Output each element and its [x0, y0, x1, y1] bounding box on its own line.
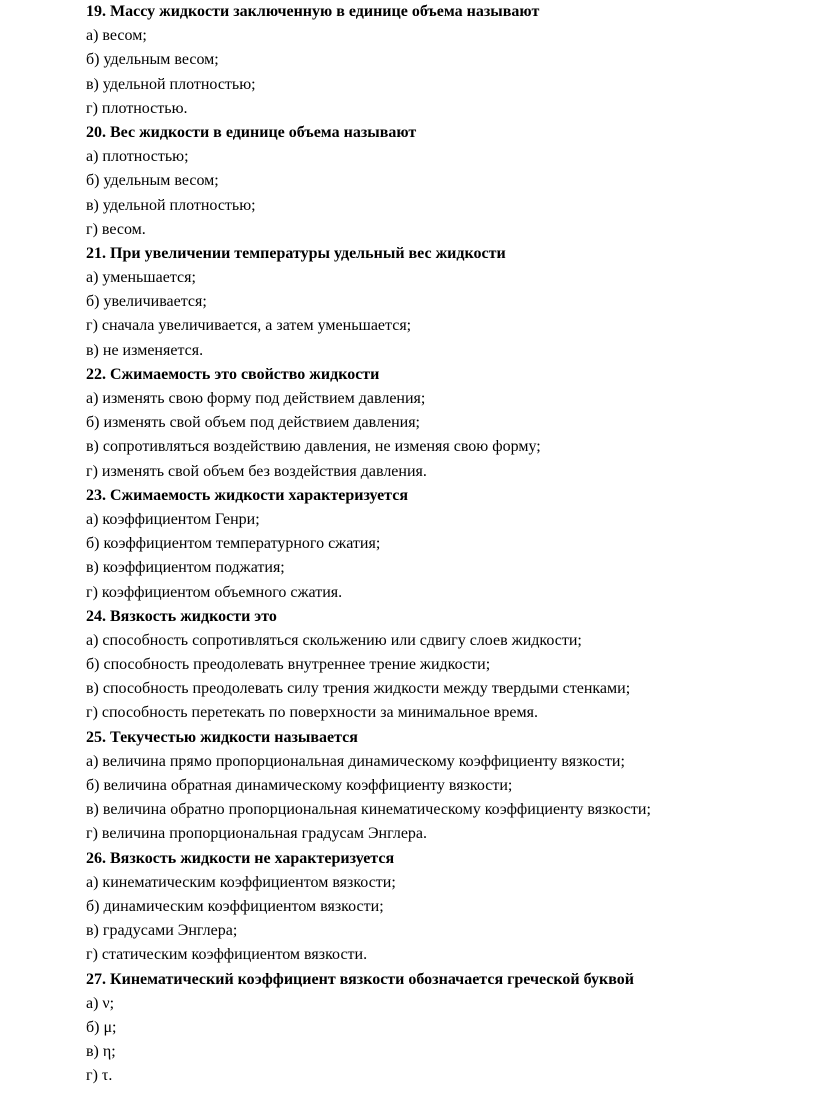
answer-option: г) плотностью. — [86, 99, 188, 117]
answer-option: г) способность перетекать по поверхности за минимальное время. — [86, 704, 538, 722]
answer-option: б) способность преодолевать внутреннее трение жидкости; — [86, 656, 491, 674]
answer-option: в) величина обратно пропорциональная кинематическому коэффициенту вязкости; — [86, 801, 651, 819]
answer-option: а) величина прямо пропорциональная динамическому коэффициенту вязкости; — [86, 752, 625, 770]
answer-option: б) изменять свой объем под действием давления; — [86, 414, 420, 432]
answer-option: в) градусами Энглера; — [86, 922, 238, 940]
answer-option: а) коэффициентом Генри; — [86, 510, 260, 528]
answer-option: в) коэффициентом поджатия; — [86, 559, 285, 577]
answer-option: б) коэффициентом температурного сжатия; — [86, 535, 381, 553]
answer-option: в) сопротивляться воздействию давления, не изменяя свою форму; — [86, 438, 541, 456]
question-title: 25. Текучестью жидкости называется — [86, 728, 358, 746]
question-title: 26. Вязкость жидкости не характеризуется — [86, 849, 395, 867]
answer-option: в) η; — [86, 1043, 116, 1061]
question-title: 27. Кинематический коэффициент вязкости обозначается греческой буквой — [86, 970, 634, 988]
answer-option: б) удельным весом; — [86, 51, 219, 69]
answer-option: г) коэффициентом объемного сжатия. — [86, 583, 343, 601]
question-title: 23. Сжимаемость жидкости характеризуется — [86, 486, 408, 504]
question-title: 22. Сжимаемость это свойство жидкости — [86, 365, 380, 383]
answer-option: б) увеличивается; — [86, 293, 207, 311]
answer-option: а) способность сопротивляться скольжению или сдвигу слоев жидкости; — [86, 631, 582, 649]
answer-option: в) способность преодолевать силу трения жидкости между твердыми стенками; — [86, 680, 631, 698]
answer-option: а) плотностью; — [86, 148, 189, 166]
answer-option: б) динамическим коэффициентом вязкости; — [86, 897, 384, 915]
answer-option: в) не изменяется. — [86, 341, 204, 359]
answer-option: а) весом; — [86, 27, 147, 45]
answer-option: а) уменьшается; — [86, 269, 196, 287]
answer-option: б) удельным весом; — [86, 172, 219, 190]
question-title: 24. Вязкость жидкости это — [86, 607, 277, 625]
answer-option: г) статическим коэффициентом вязкости. — [86, 946, 368, 964]
document-page — [86, 0, 786, 1088]
answer-option: в) удельной плотностью; — [86, 75, 256, 93]
question-title: 19. Массу жидкости заключенную в единице объема называют — [86, 3, 540, 20]
answer-option: г) весом. — [86, 220, 146, 238]
answer-option: г) величина пропорциональная градусам Энглера. — [86, 825, 428, 843]
answer-option: а) ν; — [86, 994, 115, 1012]
question-title: 20. Вес жидкости в единице объема называют — [86, 123, 417, 141]
answer-option: г) изменять свой объем без воздействия давления. — [86, 462, 427, 480]
answer-option: а) кинематическим коэффициентом вязкости; — [86, 873, 396, 891]
answer-option: а) изменять свою форму под действием давления; — [86, 390, 426, 407]
answer-option: в) удельной плотностью; — [86, 196, 256, 214]
answer-option: б) величина обратная динамическому коэффициенту вязкости; — [86, 777, 513, 794]
answer-option: г) τ. — [86, 1067, 113, 1085]
question-title: 21. При увеличении температуры удельный вес жидкости — [86, 244, 506, 262]
answer-option: г) сначала увеличивается, а затем уменьшается; — [86, 317, 412, 335]
answer-option: б) μ; — [86, 1018, 117, 1036]
